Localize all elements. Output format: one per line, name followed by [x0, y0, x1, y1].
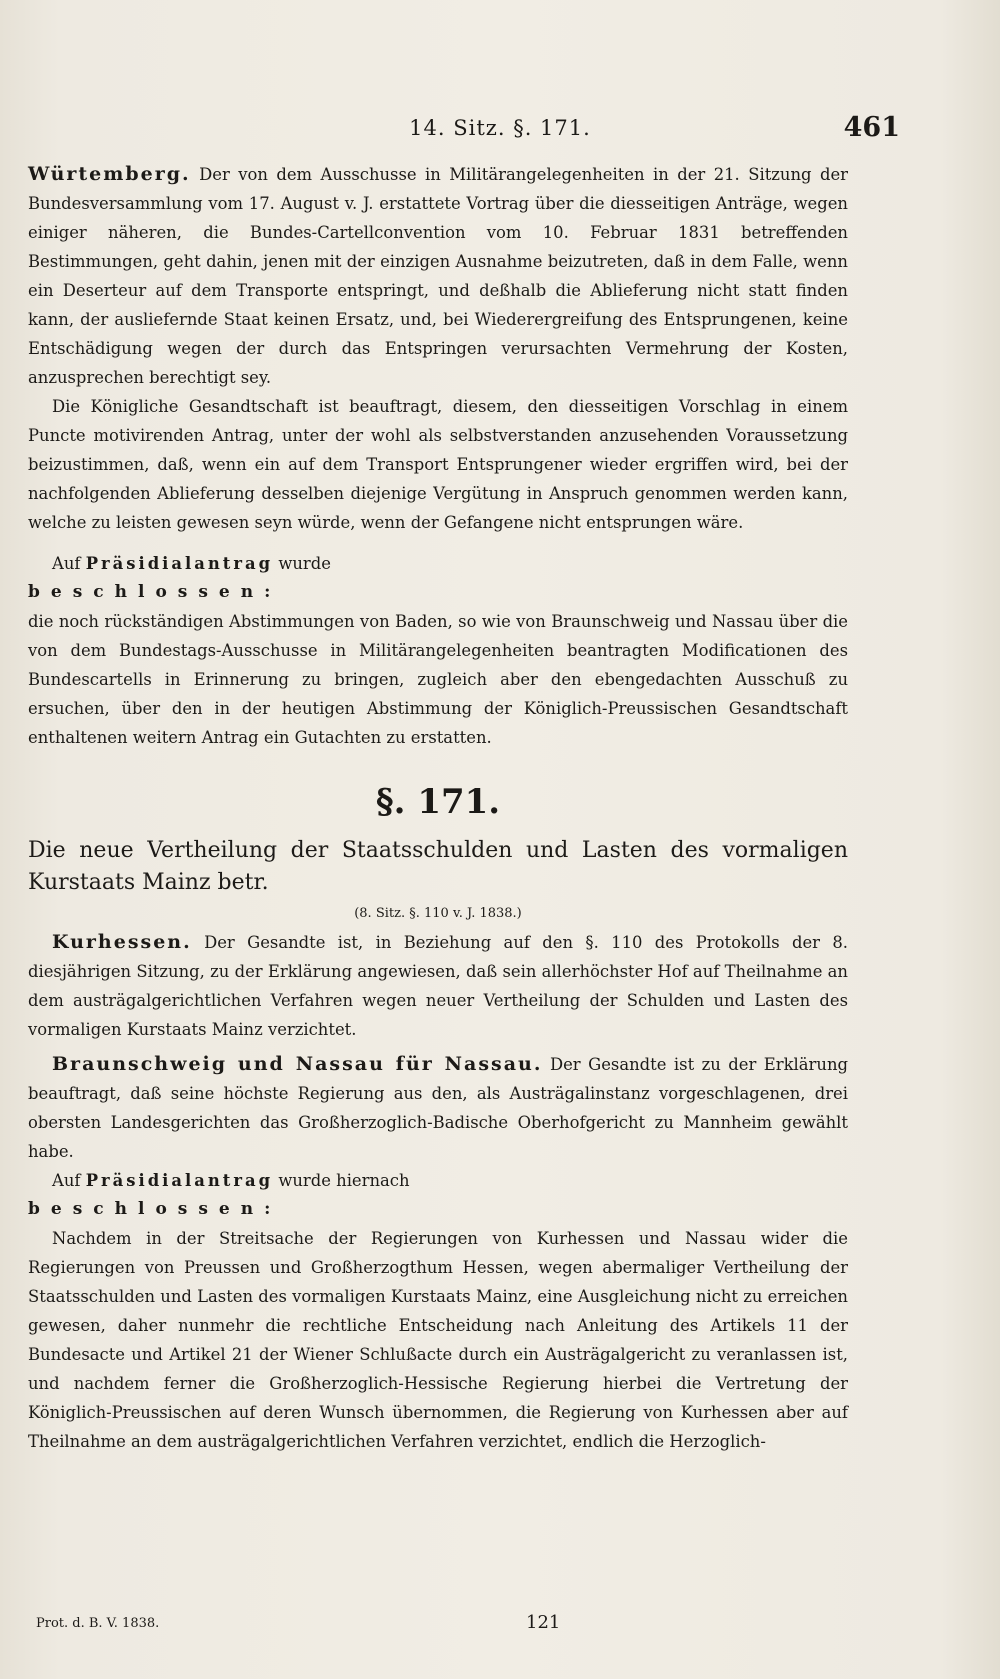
section-reference: (8. Sitz. §. 110 v. J. 1838.)	[354, 906, 522, 921]
presidial-suffix: wurde	[278, 554, 331, 573]
signature-mark: Prot. d. B. V. 1838.	[36, 1616, 160, 1631]
state-name-wuerttemberg: Würtemberg.	[28, 163, 191, 185]
paragraph-royal-legation: Die Königliche Gesandtschaft ist beauftragt, diesem, den diesseitigen Vorschlag in einem Puncte motivirenden Antrag, unter der wohl als selbstverstanden anzusehenden Voraussetzung beizustimmen, daß, wenn ein auf dem Transport Entsprungener wieder ergriffen wird, bei der nachfolgenden Ablieferung desselben diejenige Vergütung in Anspruch genommen werden kann, welche zu leisten gewesen seyn würde, wenn der Gefangene nicht entsprungen wäre.	[28, 397, 848, 532]
paragraph-wuerttemberg	[28, 160, 848, 392]
running-title: 14. Sitz. §. 171.	[409, 116, 591, 140]
page-number: 461	[843, 112, 900, 143]
resolution-text-2: Nachdem in der Streitsache der Regierungen von Kurhessen und Nassau wider die Regierungen von Preussen und Großherzogthum Hessen, wegen abermaliger Vertheilung der Staatsschulden und Lasten des vormaligen Kurstaats Mainz, eine Ausgleichung nicht zu erreichen gewesen, daher nunmehr die rechtliche Entscheidung nach Anleitung des Artikels 11 der Bundesacte und Artikel 21 der Wiener Schlußacte durch ein Austrägalgericht zu veranlassen ist, und nachdem ferner die Großherzoglich-Hessische Regierung hierbei die Vertretung der Königlich-Preussischen auf deren Wunsch übernommen, die Regierung von Kurhessen aber auf Theilnahme an dem austrägalgerichtlichen Verfahren verzichtet, endlich die Herzoglich-	[28, 1229, 848, 1451]
section-number: §. 171.	[375, 782, 501, 822]
state-name-braunschweig-nassau: Braunschweig und Nassau für Nassau.	[52, 1053, 543, 1075]
paragraph-braunschweig-nassau	[28, 1050, 848, 1166]
section-title: Die neue Vertheilung der Staatsschulden und Lasten des vormaligen Kurstaats Mainz betr.	[28, 838, 848, 895]
sheet-number: 121	[526, 1612, 561, 1633]
page-footer	[28, 1612, 848, 1642]
paragraph-text: Der Gesandte ist zu der Erklärung beauftragt, daß seine höchste Regierung aus den, als Austrägalinstanz vorgeschlagenen, drei obersten Landesgerichten das Großherzoglich-Badische Oberhofgericht zu Mannheim gewählt habe.	[28, 1055, 848, 1161]
presidial-motion-1	[28, 549, 848, 578]
presidial-prefix: Auf	[52, 1171, 81, 1190]
resolved-heading-1: beschlossen:	[28, 582, 282, 602]
presidial-motion-2	[28, 1166, 848, 1195]
resolution-text-1: die noch rückständigen Abstimmungen von Baden, so wie von Braunschweig und Nassau über die von dem Bundestags-Ausschusse in Militärangelegenheiten beantragten Modificationen des Bundescartells in Erinnerung zu bringen, zugleich aber den ebengedachten Ausschuß zu ersuchen, über den in der heutigen Abstimmung der Königlich-Preussischen Gesandtschaft enthaltenen weitern Antrag ein Gutachten zu erstatten.	[28, 612, 848, 747]
presidial-suffix: wurde hiernach	[278, 1171, 410, 1190]
paragraph-text: Der von dem Ausschusse in Militärangelegenheiten in der 21. Sitzung der Bundesversammlung vom 17. August v. J. erstattete Vortrag über die diesseitigen Anträge, wegen einiger näheren, die Bundes-Cartellconvention vom 10. Februar 1831 betreffenden Bestimmungen, geht dahin, jenen mit der einzigen Ausnahme beizutreten, daß in dem Falle, wenn ein Deserteur auf dem Transporte entspringt, und deßhalb die Ablieferung nicht statt finden kann, der ausliefernde Staat keinen Ersatz, und, bei Wiederergreifung des Entsprungenen, keine Entschädigung wegen der durch das Entspringen verursachten Vermehrung der Kosten, anzusprechen berechtigt sey.	[28, 165, 848, 387]
running-header	[0, 112, 1000, 152]
presidial-motion-label: Präsidialantrag	[85, 554, 274, 573]
state-name-kurhessen: Kurhessen.	[52, 931, 192, 953]
presidial-motion-label: Präsidialantrag	[85, 1171, 274, 1190]
page-body	[28, 160, 848, 1456]
paragraph-text: Der Gesandte ist, in Beziehung auf den §. 110 des Protokolls der 8. diesjährigen Sitzung, zu der Erklärung angewiesen, daß sein allerhöchster Hof auf Theilnahme an dem austrägalgerichtlichen Verfahren wegen neuer Vertheilung der Schulden und Lasten des vormaligen Kurstaats Mainz verzichtet.	[28, 933, 848, 1039]
presidial-prefix: Auf	[52, 554, 81, 573]
paragraph-kurhessen	[28, 928, 848, 1044]
resolved-heading-2: beschlossen:	[28, 1199, 282, 1219]
